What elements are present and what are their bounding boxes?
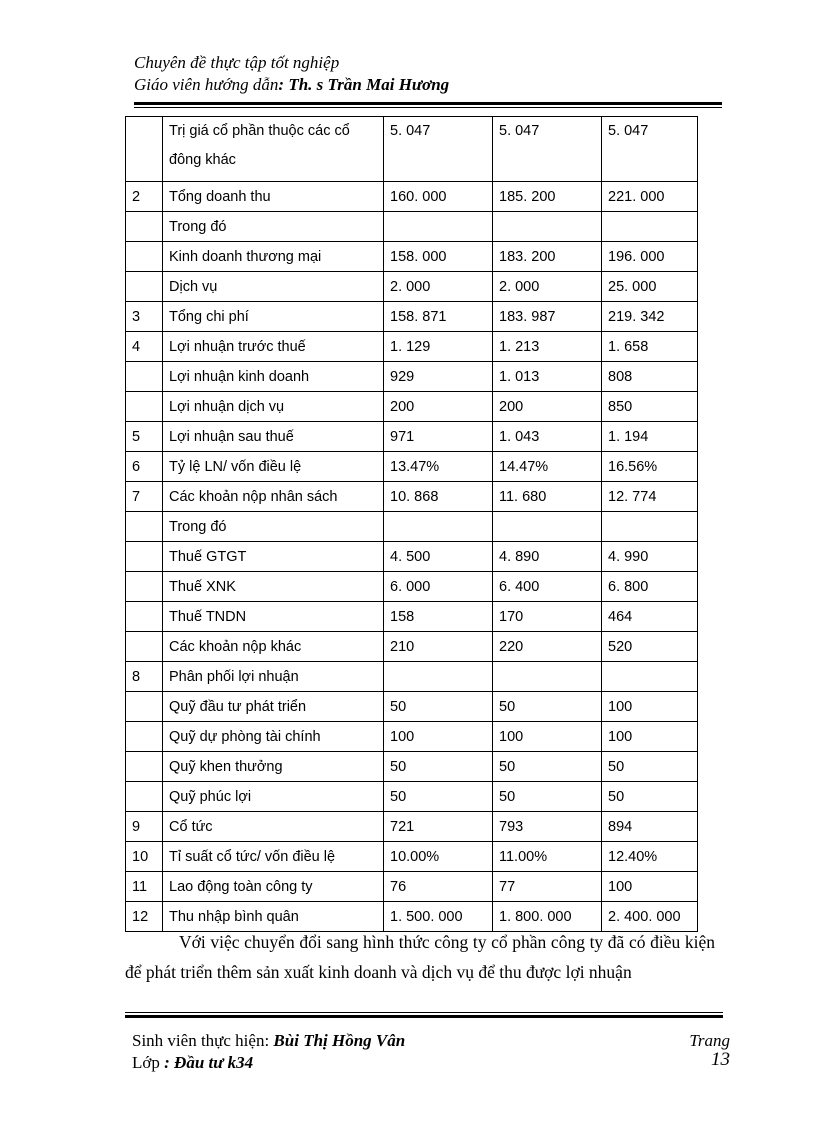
row-label: Thuế GTGT	[163, 542, 384, 572]
row-label: Lợi nhuận trước thuế	[163, 332, 384, 362]
row-number: 2	[126, 182, 163, 212]
class-name: : Đầu tư k34	[164, 1053, 254, 1072]
page-number: 13	[711, 1049, 730, 1070]
value-year-3: 100	[602, 722, 698, 752]
row-number	[126, 392, 163, 422]
table-row	[126, 182, 698, 212]
class-label: Lớp	[132, 1053, 160, 1072]
table-row	[126, 752, 698, 782]
value-year-3: 196. 000	[602, 242, 698, 272]
value-year-1: 160. 000	[384, 182, 493, 212]
table-row	[126, 722, 698, 752]
table-row	[126, 602, 698, 632]
table-row	[126, 842, 698, 872]
row-number	[126, 632, 163, 662]
row-label: Lợi nhuận dịch vụ	[163, 392, 384, 422]
value-year-1	[384, 662, 493, 692]
value-year-1: 971	[384, 422, 493, 452]
value-year-2: 77	[493, 872, 602, 902]
row-label: Quỹ phúc lợi	[163, 782, 384, 812]
value-year-2	[493, 512, 602, 542]
row-label: Các khoản nộp nhân sách	[163, 482, 384, 512]
value-year-3: 520	[602, 632, 698, 662]
value-year-2: 185. 200	[493, 182, 602, 212]
table-row	[126, 662, 698, 692]
row-label: Thu nhập bình quân	[163, 902, 384, 932]
row-label: Lợi nhuận kinh doanh	[163, 362, 384, 392]
value-year-1	[384, 512, 493, 542]
value-year-1: 158. 871	[384, 302, 493, 332]
row-label: Tổng chi phí	[163, 302, 384, 332]
value-year-1: 158. 000	[384, 242, 493, 272]
table-row	[126, 332, 698, 362]
table-row	[126, 422, 698, 452]
value-year-2: 4. 890	[493, 542, 602, 572]
page-footer	[132, 1030, 405, 1074]
value-year-2: 50	[493, 782, 602, 812]
row-label: Trị giá cổ phần thuộc các cổ đông khác	[163, 117, 384, 182]
student-name: Bùi Thị Hồng Vân	[273, 1031, 406, 1050]
row-number	[126, 272, 163, 302]
value-year-2: 11.00%	[493, 842, 602, 872]
row-label: Trong đó	[163, 512, 384, 542]
value-year-3: 850	[602, 392, 698, 422]
value-year-1: 2. 000	[384, 272, 493, 302]
value-year-2: 11. 680	[493, 482, 602, 512]
value-year-2: 200	[493, 392, 602, 422]
value-year-1: 158	[384, 602, 493, 632]
value-year-2: 1. 043	[493, 422, 602, 452]
row-label: Tổng doanh thu	[163, 182, 384, 212]
value-year-2: 1. 800. 000	[493, 902, 602, 932]
value-year-2: 14.47%	[493, 452, 602, 482]
student-line	[132, 1030, 405, 1052]
student-label: Sinh viên thực hiện:	[132, 1031, 270, 1050]
value-year-2	[493, 212, 602, 242]
row-label: Tỉ suất cổ tức/ vốn điều lệ	[163, 842, 384, 872]
value-year-3	[602, 662, 698, 692]
row-label: Thuế TNDN	[163, 602, 384, 632]
value-year-2: 170	[493, 602, 602, 632]
value-year-2: 1. 213	[493, 332, 602, 362]
value-year-1: 1. 500. 000	[384, 902, 493, 932]
value-year-3: 1. 658	[602, 332, 698, 362]
value-year-2: 50	[493, 752, 602, 782]
value-year-2: 50	[493, 692, 602, 722]
row-label: Cổ tức	[163, 812, 384, 842]
row-number	[126, 242, 163, 272]
row-label: Quỹ đầu tư phát triển	[163, 692, 384, 722]
row-number	[126, 782, 163, 812]
row-label: Dịch vụ	[163, 272, 384, 302]
row-number	[126, 542, 163, 572]
table-row	[126, 572, 698, 602]
value-year-3: 464	[602, 602, 698, 632]
financial-results-table	[125, 116, 698, 932]
value-year-3: 894	[602, 812, 698, 842]
table-row	[126, 692, 698, 722]
row-number	[126, 212, 163, 242]
value-year-1: 50	[384, 752, 493, 782]
page-label: Trang	[689, 1031, 730, 1050]
table-row	[126, 812, 698, 842]
row-number: 5	[126, 422, 163, 452]
row-number	[126, 602, 163, 632]
page-number-block	[672, 1031, 730, 1068]
row-number: 11	[126, 872, 163, 902]
value-year-3: 2. 400. 000	[602, 902, 698, 932]
row-label: Trong đó	[163, 212, 384, 242]
value-year-3: 6. 800	[602, 572, 698, 602]
row-number	[126, 692, 163, 722]
value-year-3: 12. 774	[602, 482, 698, 512]
row-label: Lao động toàn công ty	[163, 872, 384, 902]
value-year-3: 16.56%	[602, 452, 698, 482]
value-year-2: 220	[493, 632, 602, 662]
value-year-1	[384, 212, 493, 242]
class-line	[132, 1052, 405, 1074]
table-row	[126, 782, 698, 812]
row-label: Tỷ lệ LN/ vốn điều lệ	[163, 452, 384, 482]
row-number	[126, 572, 163, 602]
row-number: 8	[126, 662, 163, 692]
value-year-2: 100	[493, 722, 602, 752]
row-number: 4	[126, 332, 163, 362]
value-year-3	[602, 512, 698, 542]
table-row	[126, 452, 698, 482]
row-number	[126, 362, 163, 392]
value-year-2: 6. 400	[493, 572, 602, 602]
supervisor-label: Giáo viên hướng dẫn	[134, 75, 279, 94]
value-year-3: 4. 990	[602, 542, 698, 572]
row-number	[126, 117, 163, 182]
value-year-3: 221. 000	[602, 182, 698, 212]
row-label: Các khoản nộp khác	[163, 632, 384, 662]
row-number: 7	[126, 482, 163, 512]
row-label: Quỹ khen thưởng	[163, 752, 384, 782]
row-label: Kinh doanh thương mại	[163, 242, 384, 272]
table-row	[126, 392, 698, 422]
value-year-3: 25. 000	[602, 272, 698, 302]
row-number	[126, 512, 163, 542]
value-year-1: 50	[384, 782, 493, 812]
header-rule	[134, 102, 722, 108]
body-paragraph	[125, 927, 715, 987]
table-row	[126, 302, 698, 332]
table-row	[126, 212, 698, 242]
value-year-1: 4. 500	[384, 542, 493, 572]
value-year-3: 808	[602, 362, 698, 392]
row-number: 10	[126, 842, 163, 872]
value-year-2: 1. 013	[493, 362, 602, 392]
value-year-1: 1. 129	[384, 332, 493, 362]
table-row	[126, 542, 698, 572]
value-year-3: 100	[602, 692, 698, 722]
value-year-1: 10.00%	[384, 842, 493, 872]
value-year-1: 929	[384, 362, 493, 392]
value-year-1: 721	[384, 812, 493, 842]
table-row	[126, 117, 698, 182]
value-year-1: 50	[384, 692, 493, 722]
row-label: Phân phối lợi nhuận	[163, 662, 384, 692]
value-year-3: 219. 342	[602, 302, 698, 332]
thesis-title: Chuyên đề thực tập tốt nghiệp	[134, 53, 340, 72]
paragraph-text: Với việc chuyển đổi sang hình thức công ty cổ phần công ty đã có điều kiện để phát triển thêm sản xuất kinh doanh và dịch vụ để thu được lợi nhuận	[125, 932, 715, 982]
value-year-2: 2. 000	[493, 272, 602, 302]
value-year-3: 12.40%	[602, 842, 698, 872]
value-year-1: 210	[384, 632, 493, 662]
value-year-2: 5. 047	[493, 117, 602, 182]
row-number: 3	[126, 302, 163, 332]
table-row	[126, 242, 698, 272]
supervisor-name: : Th. s Trần Mai Hương	[278, 75, 450, 94]
table-row	[126, 632, 698, 662]
value-year-1: 10. 868	[384, 482, 493, 512]
table-row	[126, 272, 698, 302]
value-year-3: 50	[602, 782, 698, 812]
supervisor-line	[134, 74, 724, 96]
value-year-3: 1. 194	[602, 422, 698, 452]
table-row	[126, 872, 698, 902]
table-row	[126, 512, 698, 542]
table-row	[126, 362, 698, 392]
value-year-1: 13.47%	[384, 452, 493, 482]
value-year-2	[493, 662, 602, 692]
row-number: 9	[126, 812, 163, 842]
row-label: Thuế XNK	[163, 572, 384, 602]
value-year-1: 6. 000	[384, 572, 493, 602]
table-row	[126, 482, 698, 512]
row-number	[126, 752, 163, 782]
value-year-2: 183. 987	[493, 302, 602, 332]
row-number: 6	[126, 452, 163, 482]
value-year-1: 100	[384, 722, 493, 752]
value-year-1: 200	[384, 392, 493, 422]
row-label: Lợi nhuận sau thuế	[163, 422, 384, 452]
value-year-3: 50	[602, 752, 698, 782]
value-year-2: 183. 200	[493, 242, 602, 272]
value-year-3: 100	[602, 872, 698, 902]
value-year-1: 76	[384, 872, 493, 902]
value-year-2: 793	[493, 812, 602, 842]
value-year-3: 5. 047	[602, 117, 698, 182]
row-label: Quỹ dự phòng tài chính	[163, 722, 384, 752]
footer-rule	[125, 1012, 723, 1018]
value-year-1: 5. 047	[384, 117, 493, 182]
page-header	[134, 52, 724, 96]
row-number	[126, 722, 163, 752]
row-number: 12	[126, 902, 163, 932]
value-year-3	[602, 212, 698, 242]
